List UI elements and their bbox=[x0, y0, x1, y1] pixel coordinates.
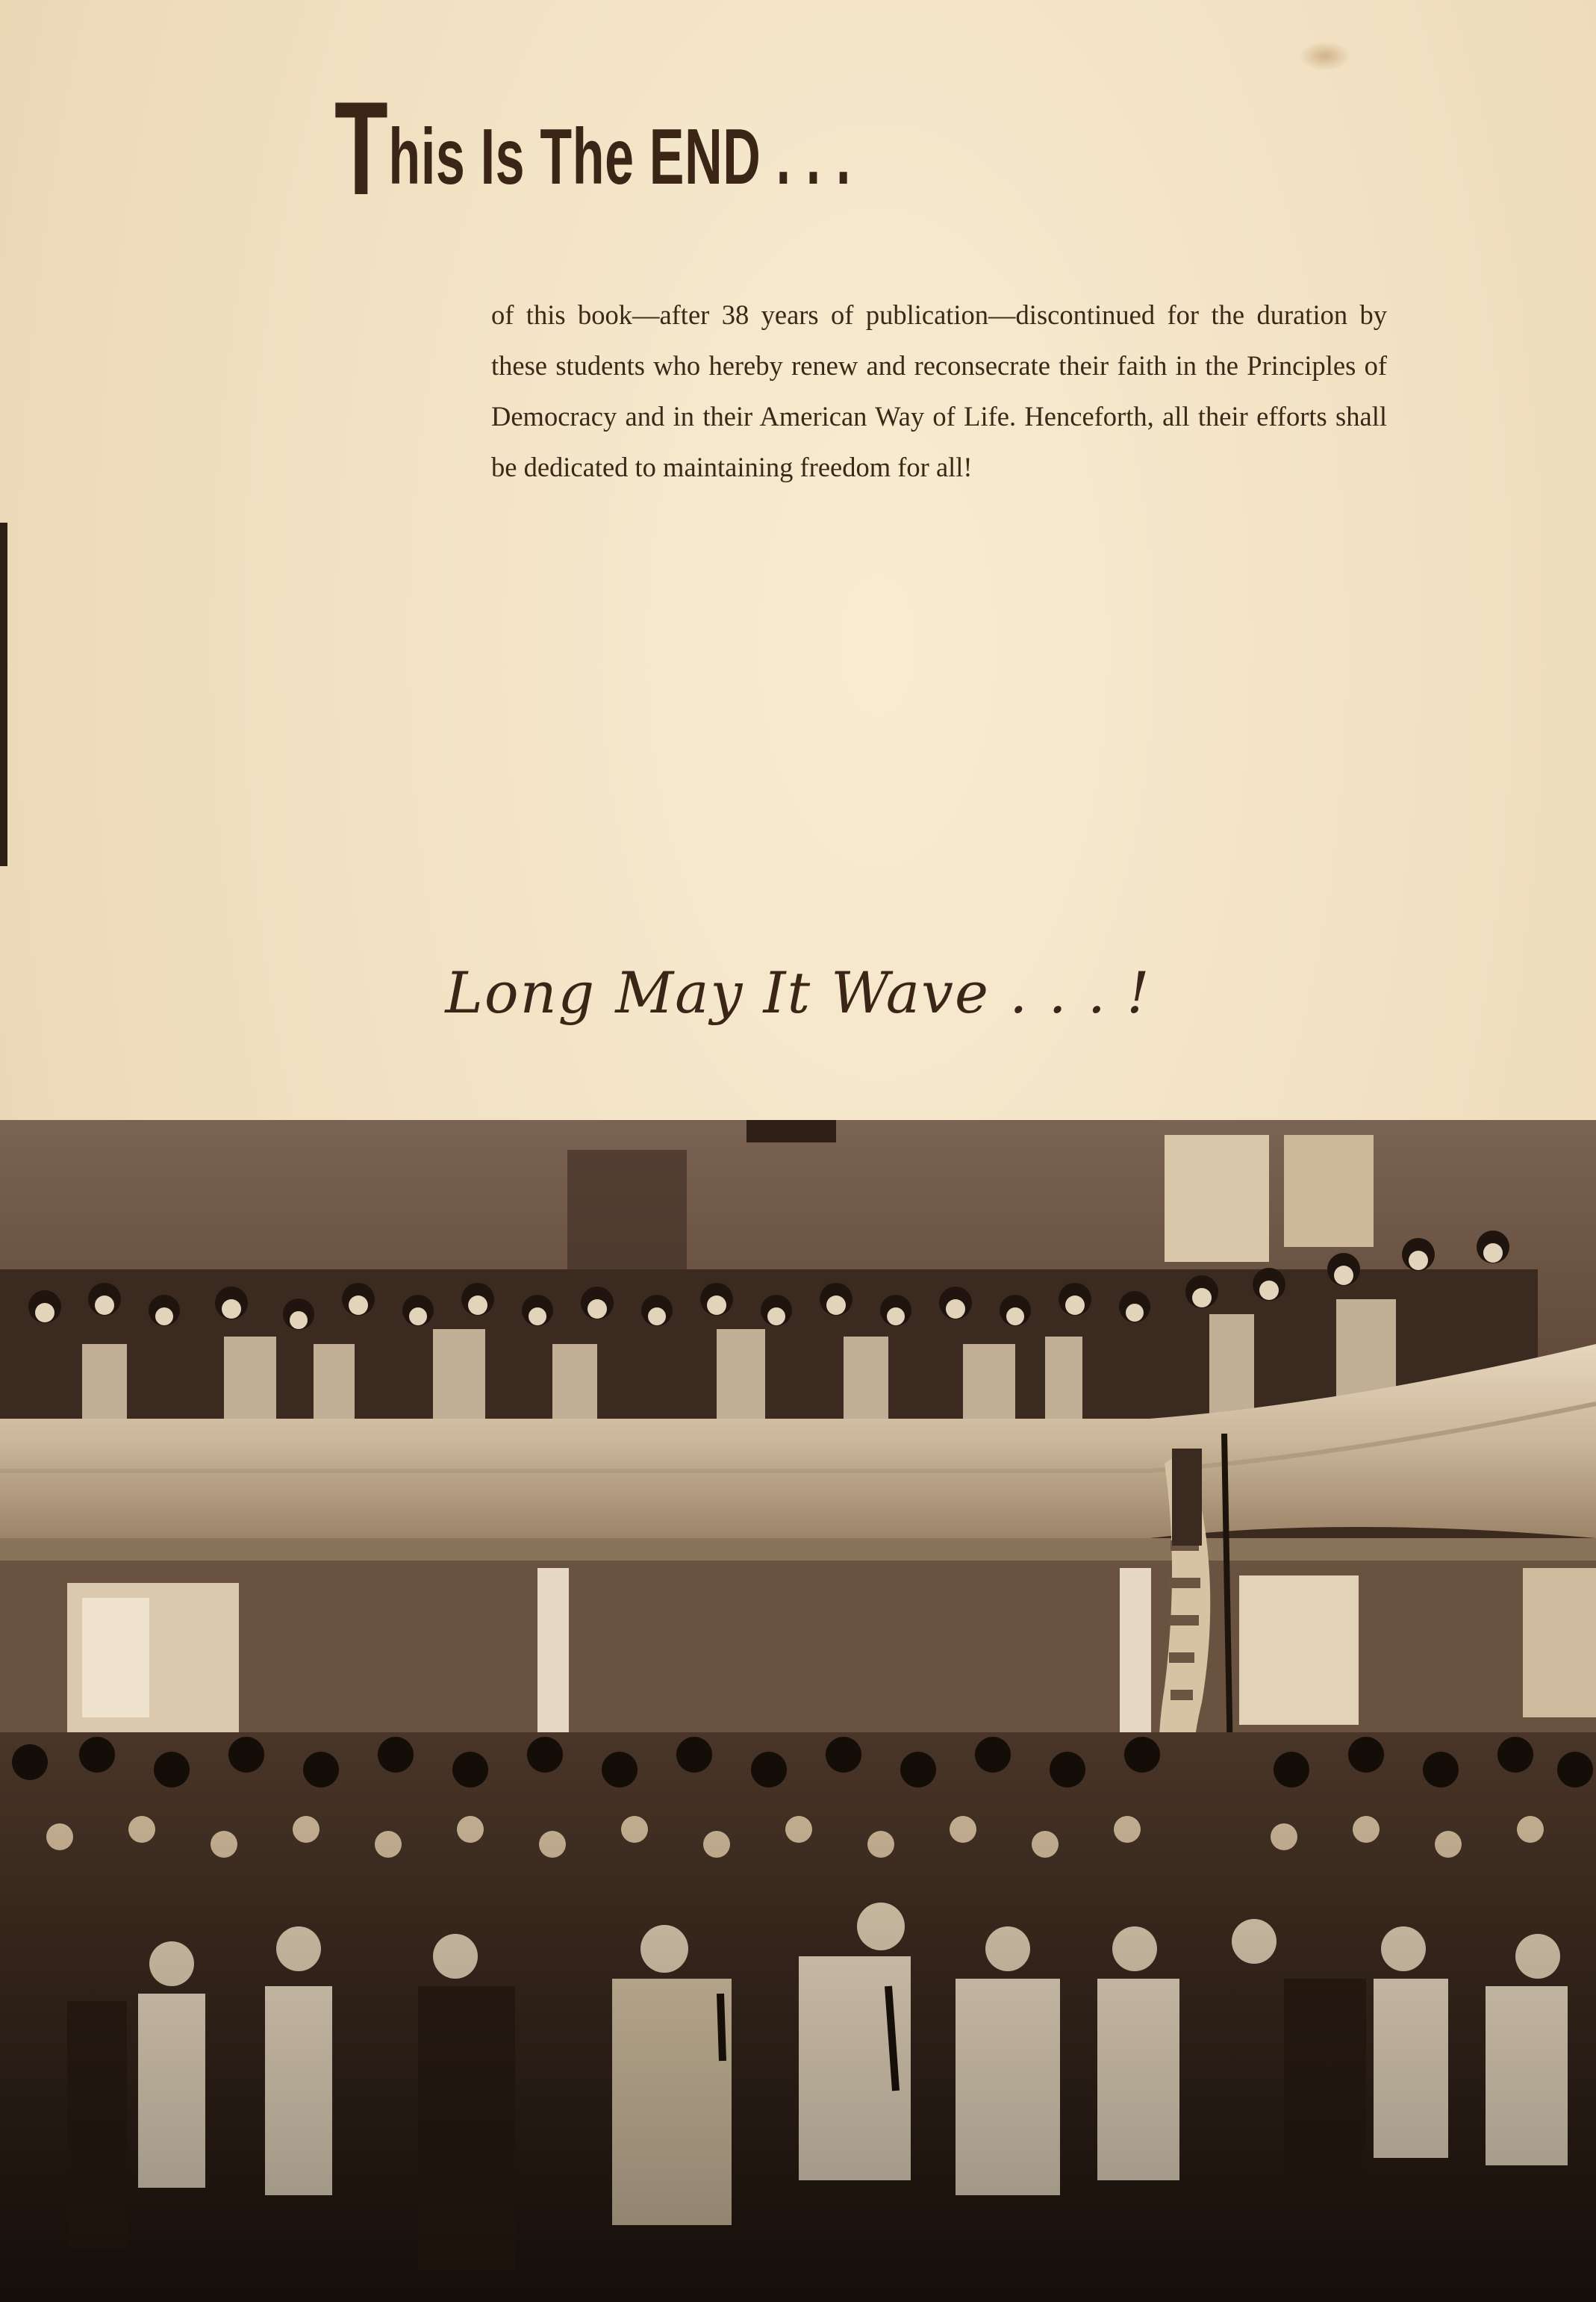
title-rest: his Is The END . . . bbox=[388, 113, 852, 201]
motto-text: Long May It Wave . . . ! bbox=[445, 959, 1151, 1026]
assembly-salute-photo bbox=[0, 1120, 1596, 2302]
assembly-salute-illustration bbox=[0, 1120, 1596, 2302]
binding-edge bbox=[0, 523, 7, 866]
dedication-paragraph: of this book—after 38 years of publication—discontinued for the duration by these students who hereby renew and reconsecrate their faith in the Principles of Democracy and in their American Way of Life. Henceforth, all their efforts shall be dedicated to maintaining freedom for all! bbox=[491, 299, 1387, 482]
title-initial: T bbox=[334, 74, 389, 223]
paper-stain bbox=[1299, 41, 1351, 71]
page-title bbox=[334, 74, 852, 223]
